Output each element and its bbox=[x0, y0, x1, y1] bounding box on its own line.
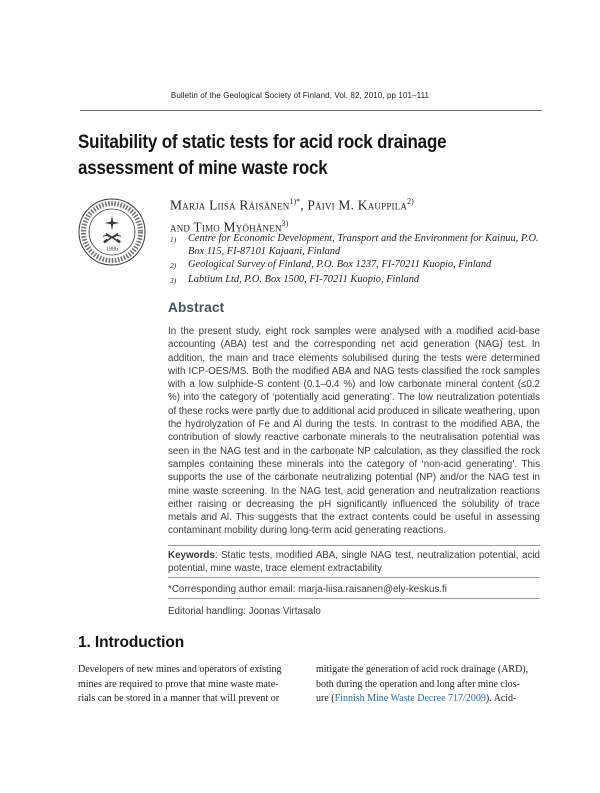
keywords-text: : Static tests, modified ABA, single NAG test, neutralization potential, acid potential, mine waste, trace element extractability bbox=[168, 550, 540, 575]
paper-title-line2: assessment of mine waste rock bbox=[78, 157, 328, 179]
affiliation-marker-2: 2) bbox=[170, 261, 177, 271]
editorial-handling-line: Editorial handling: Joonas Virtasalo bbox=[168, 606, 321, 617]
affiliation-text-3: Labtium Ltd, P.O. Box 1500, FI-70211 Kuopio, Finland bbox=[188, 273, 420, 285]
author-name-2: Päivi M. Kauppila bbox=[307, 197, 408, 213]
intro-column-right bbox=[316, 663, 544, 707]
affiliations-list bbox=[170, 233, 544, 288]
keywords-block bbox=[168, 549, 540, 576]
header-divider bbox=[80, 110, 542, 111]
author-separator: , bbox=[300, 197, 308, 213]
corresponding-author-line: *Corresponding author email: marja-liisa.raisanen@ely-keskus.fi bbox=[168, 584, 447, 595]
author-3-affiliation-marker: 3) bbox=[281, 218, 289, 228]
affiliation-item bbox=[170, 259, 544, 273]
intro-text-line: both during the operation and long after mine clos- bbox=[316, 678, 520, 690]
affiliation-item bbox=[170, 274, 544, 288]
seal-icon bbox=[76, 196, 148, 268]
affiliation-item bbox=[170, 233, 544, 258]
intro-text-line: mines are required to prove that mine waste mate- bbox=[78, 678, 279, 690]
corresponding-divider bbox=[168, 598, 540, 599]
seal-compass-star-icon bbox=[105, 216, 120, 231]
intro-text-line bbox=[316, 692, 544, 707]
abstract-body: In the present study, eight rock samples were analysed with a modified acid-base accounting (ABA) test and the corresponding net acid generation (NAG) test. In addition, the main and trace elements solubilised during the tests were determined with ICP-OES/MS. Both the modified ABA and NAG tests classified the rock samples with a low sulphide-S content (0.1–0.4 %) and low carbonate mineral content (≤0.2 %) into the category of ‘potentially acid generating’. The low neutralization potentials of these rocks were partly due to additional acid produced in silicate weathering, upon the hydrolyzation of Fe and Al during the tests. In contrast to the modified ABA, the contribution of slowly reactive carbonate minerals to the neutralisation potential was seen in the NAG test and in the carbonate NP calculation, as they classified the rock samples containing these minerals into the category of ‘non-acid generating’. This supports the use of the carbonate neutralizing potential (NP) and/or the NAG test in mine waste screening. In the NAG test, acid generation and neutralization reactions either raising or decreasing the pH significantly influenced the solubility of trace metals and Al. This suggests that the extract contents could be useful in assessing contaminant mobility during long-term acid generating reactions. bbox=[168, 326, 540, 537]
seal-year: 1886 bbox=[106, 246, 118, 253]
introduction-heading: 1. Introduction bbox=[78, 634, 185, 651]
keywords-top-divider bbox=[168, 545, 540, 546]
author-1-affiliation-marker: 1)* bbox=[289, 197, 301, 206]
intro-text-line: mitigate the generation of acid rock drainage (ARD), bbox=[316, 664, 529, 675]
journal-header: Bulletin of the Geological Society of Finland, Vol. 82, 2010, pp 101–111 bbox=[170, 91, 430, 100]
paper-title-line1: Suitability of static tests for acid rock drainage bbox=[78, 131, 447, 153]
keywords-bottom-divider bbox=[168, 577, 540, 578]
intro-text-line: rials can be stored in a manner that will prevent or bbox=[78, 693, 280, 705]
author-line-1 bbox=[170, 193, 414, 215]
affiliation-marker-1: 1) bbox=[170, 235, 177, 244]
abstract-heading: Abstract bbox=[168, 300, 225, 315]
authors-block bbox=[170, 193, 414, 236]
citation-link-finnish-mine-waste-decree[interactable]: Finnish Mine Waste Decree 717/2009 bbox=[334, 693, 486, 705]
intro-text-line: Developers of new mines and operators of existing bbox=[78, 664, 282, 675]
affiliation-text-1: Centre for Economic Development, Transport and the Environment for Kainuu, P.O. Box 115, FI-87101 Kajaani, Finland bbox=[188, 233, 539, 257]
author-name-3: and Timo Myöhänen bbox=[170, 219, 282, 234]
intro-column-left bbox=[78, 663, 304, 707]
author-2-affiliation-marker: 2) bbox=[407, 197, 414, 206]
intro-text-segment: ). Acid- bbox=[485, 693, 517, 705]
paper-title bbox=[78, 129, 446, 181]
affiliation-marker-3: 3) bbox=[170, 275, 177, 285]
author-name-1: Marja Liisa Räisänen bbox=[170, 197, 290, 213]
geological-society-seal-logo bbox=[76, 196, 148, 268]
affiliation-text-2: Geological Survey of Finland, P.O. Box 1237, FI-70211 Kuopio, Finland bbox=[188, 259, 492, 271]
keywords-label: Keywords bbox=[168, 550, 215, 561]
intro-text-segment: ure ( bbox=[316, 693, 335, 705]
